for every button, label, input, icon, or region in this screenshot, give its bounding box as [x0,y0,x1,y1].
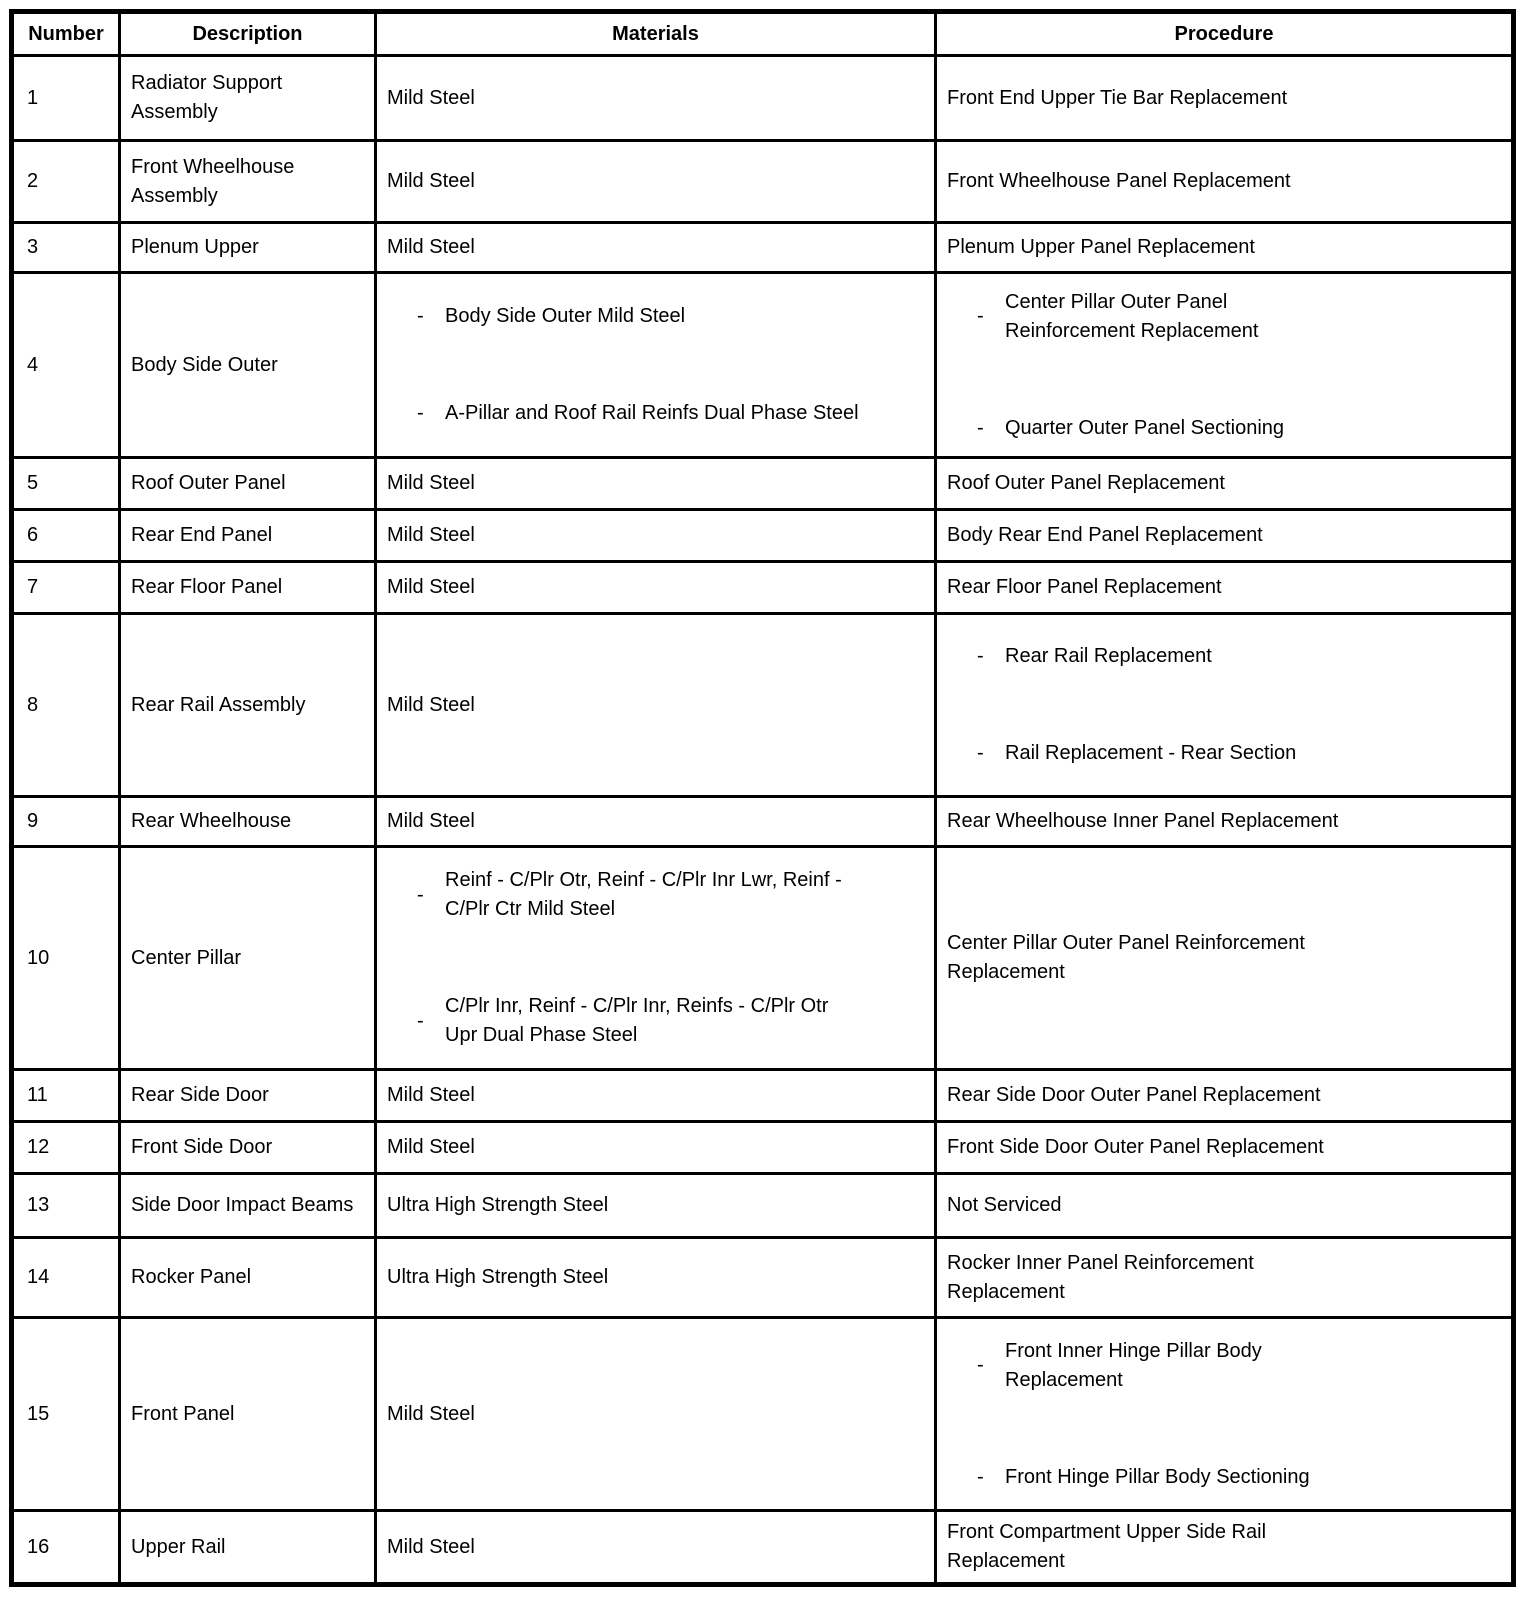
table-row [12,847,1514,1070]
cell-text: Mild Steel [387,1535,475,1558]
cell-procedure [936,510,1514,562]
bullet-text: Front Hinge Pillar Body Sectioning [1005,1465,1310,1488]
col-header-procedure: Procedure [936,12,1514,56]
cell-text: Rear Side Door Outer Panel Replacement [947,1084,1321,1106]
panel-materials-procedure-table [9,9,1516,1587]
bullet-text: Reinf - C/Plr Otr, Reinf - C/Plr Inr Lwr, Reinf - C/Plr Ctr Mild Steel [445,869,842,920]
col-header-number: Number [12,12,120,56]
table-row [12,562,1514,614]
cell-text: Front Side Door Outer Panel Replacement [947,1136,1324,1158]
cell-materials [376,1511,936,1585]
cell-text: Rocker Inner Panel Reinforcement Replacement [947,1251,1254,1303]
cell-materials [376,562,936,614]
bullet-text: C/Plr Inr, Reinf - C/Plr Inr, Reinfs - C/Plr Otr Upr Dual Phase Steel [445,995,829,1046]
cell-procedure [936,1122,1514,1174]
cell-text: Mild Steel [387,524,475,546]
cell-description: Rear Floor Panel [120,562,376,614]
cell-description: Body Side Outer [120,273,376,458]
cell-text: Mild Steel [387,170,475,192]
cell-description: Rear Side Door [120,1070,376,1122]
cell-materials [376,1122,936,1174]
cell-number: 10 [12,847,120,1070]
cell-text: Mild Steel [387,472,475,494]
cell-description: Front Wheelhouse Assembly [120,141,376,223]
bullet-list [387,866,924,1050]
cell-description: Front Panel [120,1318,376,1511]
cell-materials [376,1174,936,1238]
cell-procedure [936,797,1514,847]
cell-procedure [936,141,1514,223]
cell-procedure [936,1174,1514,1238]
cell-text: Rear Floor Panel Replacement [947,576,1222,598]
header-row [12,12,1514,56]
cell-text: Center Pillar Outer Panel Reinforcement Replacement [947,932,1305,983]
table-row [12,1238,1514,1318]
cell-procedure [936,614,1514,797]
cell-description: Rear Wheelhouse [120,797,376,847]
bullet-item [947,1463,1501,1492]
cell-materials [376,1238,936,1318]
dash-bullet-icon: - [977,742,984,764]
cell-procedure [936,1318,1514,1511]
cell-number: 6 [12,510,120,562]
cell-number: 5 [12,458,120,510]
bullet-text: A-Pillar and Roof Rail Reinfs Dual Phase Steel [445,402,859,424]
dash-bullet-icon: - [417,1009,424,1032]
bullet-item [947,414,1501,443]
cell-number: 8 [12,614,120,797]
table-row [12,797,1514,847]
cell-description: Radiator Support Assembly [120,56,376,141]
cell-number: 9 [12,797,120,847]
bullet-text: Rear Rail Replacement [1005,645,1212,667]
table-row [12,141,1514,223]
table-row [12,273,1514,458]
cell-number: 12 [12,1122,120,1174]
cell-text: Rear Wheelhouse Inner Panel Replacement [947,810,1339,832]
dash-bullet-icon: - [417,883,424,906]
bullet-text: Quarter Outer Panel Sectioning [1005,416,1285,439]
bullet-item [947,288,1501,346]
table-row [12,1318,1514,1511]
cell-number: 13 [12,1174,120,1238]
cell-number: 7 [12,562,120,614]
table-row [12,614,1514,797]
bullet-list [387,302,924,428]
cell-procedure [936,562,1514,614]
cell-text: Mild Steel [387,236,475,258]
cell-description: Center Pillar [120,847,376,1070]
bullet-text: Rail Replacement - Rear Section [1005,742,1297,764]
table-row [12,1070,1514,1122]
cell-materials [376,1070,936,1122]
table-row [12,1122,1514,1174]
cell-procedure [936,847,1514,1070]
bullet-list [947,1337,1501,1492]
cell-description: Rear Rail Assembly [120,614,376,797]
cell-text: Mild Steel [387,810,475,832]
cell-text: Roof Outer Panel Replacement [947,472,1225,494]
cell-description: Rear End Panel [120,510,376,562]
cell-text: Mild Steel [387,1402,475,1425]
table-row [12,458,1514,510]
cell-materials [376,141,936,223]
bullet-list [947,288,1501,443]
table-row [12,223,1514,273]
cell-text: Mild Steel [387,693,475,716]
cell-text: Mild Steel [387,576,475,598]
cell-description: Front Side Door [120,1122,376,1174]
table-row [12,510,1514,562]
cell-description: Roof Outer Panel [120,458,376,510]
bullet-text: Center Pillar Outer Panel Reinforcement Replacement [1005,290,1259,342]
bullet-text: Body Side Outer Mild Steel [445,305,686,327]
cell-procedure [936,1238,1514,1318]
cell-materials [376,56,936,141]
cell-materials [376,273,936,458]
cell-text: Front End Upper Tie Bar Replacement [947,86,1288,109]
bullet-item [947,739,1501,768]
cell-number: 2 [12,141,120,223]
col-header-materials: Materials [376,12,936,56]
cell-description: Upper Rail [120,1511,376,1585]
cell-procedure [936,273,1514,458]
cell-materials [376,223,936,273]
bullet-item [387,302,924,331]
cell-materials [376,797,936,847]
cell-materials [376,458,936,510]
cell-procedure [936,1070,1514,1122]
cell-description: Plenum Upper [120,223,376,273]
dash-bullet-icon: - [977,305,984,327]
cell-procedure [936,458,1514,510]
cell-text: Front Compartment Upper Side Rail Replacement [947,1521,1267,1572]
table-row [12,1174,1514,1238]
cell-text: Ultra High Strength Steel [387,1266,609,1288]
cell-number: 14 [12,1238,120,1318]
cell-procedure [936,223,1514,273]
cell-text: Body Rear End Panel Replacement [947,524,1263,546]
cell-number: 3 [12,223,120,273]
dash-bullet-icon: - [417,402,424,424]
cell-number: 4 [12,273,120,458]
cell-number: 15 [12,1318,120,1511]
col-header-description: Description [120,12,376,56]
bullet-list [947,642,1501,768]
cell-procedure [936,1511,1514,1585]
cell-materials [376,510,936,562]
cell-text: Mild Steel [387,1136,475,1158]
cell-text: Front Wheelhouse Panel Replacement [947,170,1291,192]
cell-text: Ultra High Strength Steel [387,1194,609,1216]
bullet-text: Front Inner Hinge Pillar Body Replacement [1005,1339,1262,1391]
cell-text: Not Serviced [947,1194,1062,1216]
cell-materials [376,1318,936,1511]
cell-text: Mild Steel [387,86,475,109]
cell-description: Side Door Impact Beams [120,1174,376,1238]
cell-materials [376,847,936,1070]
dash-bullet-icon: - [977,1465,984,1488]
table-row [12,56,1514,141]
dash-bullet-icon: - [977,1354,984,1376]
cell-text: Plenum Upper Panel Replacement [947,236,1255,258]
cell-procedure [936,56,1514,141]
bullet-item [387,992,924,1050]
bullet-item [947,642,1501,671]
cell-description: Rocker Panel [120,1238,376,1318]
dash-bullet-icon: - [977,645,984,667]
cell-materials [376,614,936,797]
bullet-item [387,866,924,924]
cell-text: Mild Steel [387,1084,475,1106]
bullet-item [387,399,924,428]
cell-number: 1 [12,56,120,141]
cell-number: 11 [12,1070,120,1122]
bullet-item [947,1337,1501,1395]
table-row [12,1511,1514,1585]
cell-number: 16 [12,1511,120,1585]
dash-bullet-icon: - [417,305,424,327]
dash-bullet-icon: - [977,416,984,439]
